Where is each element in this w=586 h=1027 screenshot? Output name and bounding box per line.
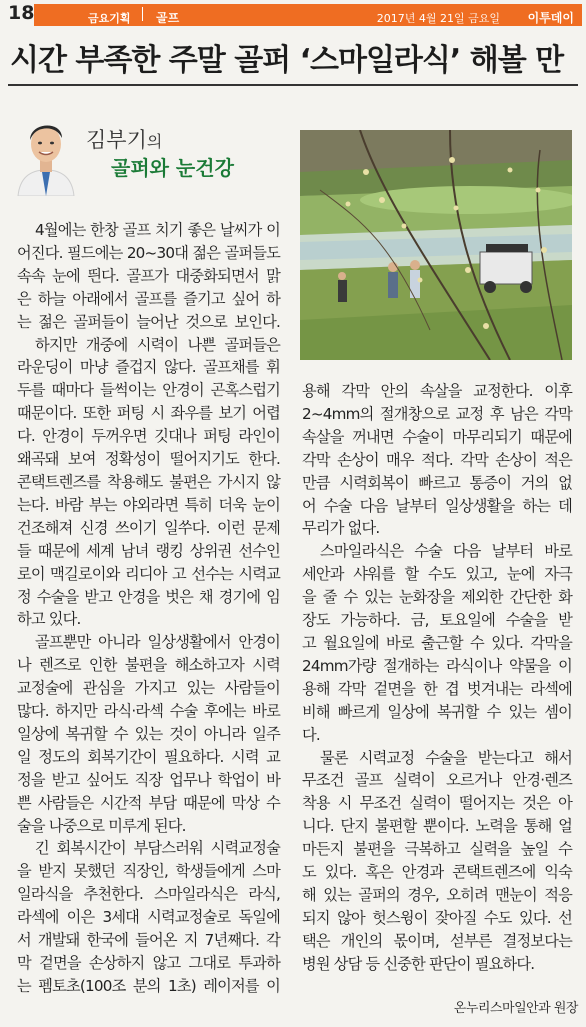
page-number: 18 — [8, 2, 35, 24]
paragraph-line: 용해 각막 안의 속살을 교정한다. 이후 — [302, 382, 572, 400]
paragraph-line: 어진다. 필드에는 20~30대 젊은 골퍼들도 — [17, 243, 280, 262]
paragraph-line: 건조해져 신경 쓰이기 일쑤다. 이런 문제 — [17, 518, 280, 537]
paragraph-line: 긴 회복시간이 부담스러워 시력교정술 — [35, 839, 280, 858]
paragraph-line: 나 렌즈로 인한 불편을 해소하고자 시력 — [17, 656, 280, 675]
column-title: 골퍼와 눈건강 — [111, 156, 234, 180]
paragraph-line: 로이 맥길로이와 리디아 고 선수는 시력교 — [17, 564, 280, 583]
issue-date: 2017년 4월 21일 금요일 — [376, 12, 500, 25]
paragraph-line: 택은 개인의 몫이며, 섣부른 결정보다는 — [302, 931, 572, 950]
author-portrait — [14, 112, 78, 196]
paragraph-line: 정을 받고 싶어도 직장 업무나 학업이 바 — [17, 770, 280, 789]
paragraph-line: 어 수술 다음 날부터 일상생활을 하는 데 — [302, 496, 572, 515]
paragraph-line: 만큼 시력회복이 빠르고 통증이 거의 없 — [302, 473, 572, 492]
paragraph-line: 세안과 샤워를 할 수도 있고, 눈에 자극 — [302, 565, 572, 584]
paragraph-line: 2~4mm의 절개창으로 교정 후 남은 각막 — [302, 404, 572, 423]
column-author — [86, 124, 162, 154]
paragraph-line: 라섹에 이은 3세대 시력교정술로 독일에 — [17, 908, 280, 927]
paragraph-line: 교정술에 관심을 가지고 있는 사람들이 — [17, 679, 280, 698]
paragraph-line: 마든지 불편을 극복하고 실력을 높일 수 — [302, 840, 572, 859]
paragraph-line: 속속 눈에 띈다. 골프가 대중화되면서 맑 — [17, 266, 280, 285]
topic-label: 골프 — [156, 11, 180, 25]
newspaper-name: 이투데이 — [527, 11, 574, 25]
paragraph-line: 장도 가능하다. 금, 토요일에 수술을 받 — [302, 611, 572, 630]
headline-rule — [8, 84, 578, 86]
author-byline: 온누리스마일안과 원장 — [453, 1001, 578, 1016]
paragraph-line: 라운딩이 마냥 즐겁지 않다. 골프채를 휘 — [17, 358, 280, 377]
paragraph-line: 용해 각막 겉면을 한 겹 벗겨내는 라섹에 — [302, 679, 572, 698]
paragraph-line: 도 있다. 혹은 안경과 콘택트렌즈에 익숙 — [302, 863, 572, 882]
paragraph-line: 하지만 개중에 시력이 나쁜 골퍼들은 — [35, 335, 280, 354]
paragraph-line: 각막 손상이 매우 적다. 각막 손상이 적은 — [302, 450, 572, 469]
paragraph-line: 착용 시 무조건 실력이 떨어지는 것은 아 — [302, 794, 572, 813]
author-name: 김부기 — [86, 128, 147, 152]
paragraph-line: 고 월요일에 바로 출근할 수 있다. 각막을 — [302, 633, 572, 652]
author-suffix: 의 — [146, 132, 163, 151]
paragraph-line: 4월에는 한창 골프 치기 좋은 날씨가 이 — [35, 221, 280, 239]
paragraph-line: 병원 상담 등 신중한 판단이 필요하다. — [302, 954, 535, 973]
paragraph-line: 스마일라식은 수술 다음 날부터 바로 — [320, 542, 572, 561]
paragraph-line: 는 젊은 골퍼들이 늘어난 것으로 보인다. — [17, 312, 280, 331]
paragraph-line: 정 수술을 받고 안경을 벗은 채 경기에 임 — [17, 587, 280, 606]
paragraph-line: 무리가 없다. — [302, 519, 380, 538]
paragraph-line: 는다. 바람 부는 야외라면 특히 더욱 눈이 — [17, 495, 280, 514]
article-left-column — [17, 219, 280, 998]
golf-course-photo — [300, 130, 572, 360]
paragraph-line: 일라식을 추천한다. 스마일라식은 라식, — [17, 885, 280, 904]
section-label: 금요기획 — [88, 12, 131, 25]
paragraph-line: 일 정도의 회복기간이 필요하다. 시력 교 — [17, 747, 280, 766]
paragraph-line: 은 하늘 아래에서 골프를 즐기고 싶어 하 — [17, 289, 280, 308]
paragraph-line: 을 받지 못했던 직장인, 학생들에게 스마 — [17, 862, 280, 881]
paragraph-line: 때문이다. 또한 퍼팅 시 좌우를 보기 어렵 — [17, 404, 280, 423]
paragraph-line: 막 겉면을 손상하지 않고 그대로 투과하 — [17, 954, 280, 972]
section-divider — [142, 7, 143, 21]
paragraph-line: 골프뿐만 아니라 일상생활에서 안경이 — [35, 633, 280, 652]
paragraph-line: 많다. 하지만 라식·라섹 수술 후에는 바로 — [17, 702, 280, 721]
paragraph-line: 24mm가량 절개하는 라식이나 약물을 이 — [302, 656, 572, 675]
paragraph-line: 무조건 골프 실력이 오르거나 안경·렌즈 — [302, 771, 572, 790]
paragraph-line: 다. — [302, 725, 320, 744]
paragraph-line: 왜곡돼 보여 정확성이 떨어지기도 한다. — [17, 450, 280, 469]
paragraph-line: 하고 있다. — [17, 610, 81, 629]
paragraph-line: 물론 시력교정 수술을 받는다고 해서 — [320, 748, 572, 767]
paragraph-line: 을 줄 수 있는 눈화장을 제외한 간단한 화 — [302, 588, 572, 607]
paragraph-line: 두를 때마다 들썩이는 안경이 곤혹스럽기 — [17, 381, 280, 400]
paragraph-line: 되지 않아 헛스윙이 잦아질 수도 있다. 선 — [302, 908, 572, 927]
paragraph-line: 술을 나중으로 미루게 된다. — [17, 816, 186, 835]
paragraph-line: 일상에 복귀할 수 있는 것이 아니라 일주 — [17, 724, 280, 743]
paragraph-line: 쁜 사람들은 시간적 부담 때문에 막상 수 — [17, 793, 280, 812]
section-bar — [34, 4, 582, 26]
paragraph-line: 는 펨토초(100조 분의 1초) 레이저를 이 — [17, 976, 280, 995]
paragraph-line: 서 개발돼 한국에 들어온 지 7년째다. 각 — [17, 931, 280, 950]
page-header — [0, 0, 586, 27]
paragraph-line: 들 때문에 세계 남녀 랭킹 상위권 선수인 — [17, 541, 280, 560]
article-right-column — [302, 380, 572, 976]
paragraph-line: 니다. 단지 불편할 뿐이다. 노력을 통해 얼 — [302, 817, 572, 836]
paragraph-line: 속살을 꺼내면 수술이 마무리되기 때문에 — [302, 427, 572, 446]
paragraph-line: 다. 안경이 두꺼우면 깃대나 퍼팅 라인이 — [17, 427, 280, 446]
headline: 시간 부족한 주말 골퍼 ‘스마일라식’ 해볼 만 — [10, 43, 564, 78]
paragraph-line: 콘택트렌즈를 착용해도 불편은 가시지 않 — [17, 472, 280, 491]
paragraph-line: 해 있는 골퍼의 경우, 오히려 맨눈이 적응 — [302, 885, 572, 904]
paragraph-line: 비해 빠르게 일상에 복귀할 수 있는 셈이 — [302, 702, 572, 721]
